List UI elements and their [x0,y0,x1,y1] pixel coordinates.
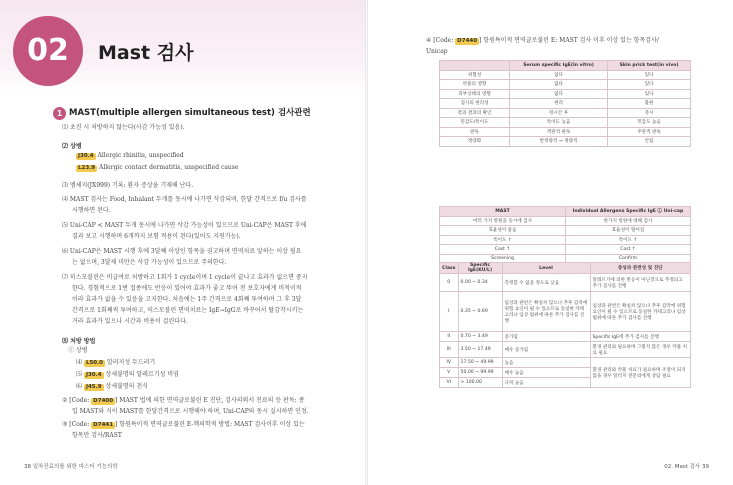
table-row: 판독 객관적 판독 주관적 판독 [440,127,691,137]
table-row: IV 17.50 ~ 49.99 높음 환경 관리와 약물 치료가 필요하며 조절이 되지 않을 경우 알러지 전문의에게 상담 필요 [440,358,691,368]
code-line: ② [Code: D7400 ] MAST 법에 의한 면역글로불린 E 진단, 검사의뢰서 진료의 등 판독: 종 [62,397,305,404]
item-7-line: ⑺ 히스모블린은 비급여로 처방하고 1회가 1 cycle이며 1 cycle이 끝나고 효과가 없으면 중지 [62,274,308,281]
table-row: 0 0.00 ~ 0.34 측정할 수 없을 정도로 낮음 알레르기에 의한 반응이 아닌것으로 추정되고 추가 검사를 진행 [440,274,691,292]
item-1: ⑴ 초진 시 처방하지 않는다(사감 가능성 있음). [62,124,185,131]
item-7-line: 간격으로 1회째씩 투여하고, 히스모블린 면역치료는 IgE→IgG로 바꾸어서 탈감작시키는 [72,307,304,314]
prescription-diagnosis-line: ⑹ J45.9 상세불명의 천식 [76,383,148,390]
left-footer: 38 일차진료의를 위한 마스터 기능의학 [24,464,118,470]
table-header: MAST [440,207,566,217]
item-4-line: ⑷ MAST 검사는 Food, Inhalant 두개를 동시에 나가면 삭감되며, 한달 간격으로 f/u 검사를 [62,196,307,203]
table-row: Cost ↑ Cost ↑ [440,245,691,255]
diagnosis-line [76,152,184,160]
item-4-line: 시행하면 된다. [72,207,111,214]
prescription-diagnosis-line: ⑸ J30.4 상세불명의 알레르기성 비염 [76,371,179,378]
diagnosis-code-badge: L50.0 [85,360,104,366]
item-2-heading: ⑵ 상병 [62,143,82,150]
code-line: 입 MAST와 식이 MAST를 한달간격으로 시행해야 하며, Uni-CAP와 동시 실시하면 인정. [72,408,309,415]
table-row: 약물의 영향 없다 있다 [440,80,691,90]
item-3: ⑶ 엠세지(JX999) 기록: 환자 증상을 기재해 난다. [62,182,194,189]
ige-class-table [439,262,691,388]
table-header: Skin prick test(in vivo) [608,61,691,71]
table-header: Serum specific IgE(In vitro) [510,61,608,71]
right-heading-line2: Unicap [426,48,448,55]
table-row: 피부상태의 영향 없다 있다 [440,89,691,99]
procedure-code-badge: D7440 [457,38,478,44]
table-row: 정량화 반정량적 → 정량적 안됨 [440,137,691,147]
diagnosis-code-badge: J45.9 [85,384,102,390]
diagnosis-text: Allergic contact dermatitis, unspecified cause [99,164,239,171]
table-row: 특이도 ↑ 특이도 ↑ [440,235,691,245]
table-row: 효율성이 좋음 효율성이 떨어짐 [440,226,691,236]
diagnosis-code-badge: J30.4 [78,153,94,159]
item-5-line: 결과 보고 시행하며 6개까지 보험 적용이 된다(있어도 지원가능). [72,233,241,240]
table-header [440,61,510,71]
table-row: II 0.70 ~ 3.49 증가됨 Specific IgE에 추가 검사를 진행 [440,332,691,342]
comparison-table-mast-vs-unicap [439,206,691,264]
comparison-table-ige-vs-skin [439,60,691,147]
table-header: Individual Allergens Specific IgE ⓘ Uni-cap [566,207,691,217]
table-row: 검사의 편리성 편리 불편 [440,99,691,109]
item-6-line: 는 없으며, 3달제 미만은 삭감 가능성이 있으므로 주의한다. [72,259,227,266]
procedure-code-badge: D7441 [93,422,114,428]
table-row: 여러 가지 항원을 동시에 검사 한가지 항원에 대해 검사 [440,216,691,226]
item-8-heading: ⑻ 처방 방법 [62,338,96,345]
table-row: V 50.00 ~ 99.99 매우 높음 [440,368,691,378]
table-header: Level [502,263,590,274]
table-row: III 3.50 ~ 17.49 매우 증가됨 환경 관리와 필요하며 그렇지 않은 경우 약물 치료 필요 [440,342,691,358]
code-line: 항목만 검사/RAST [72,432,122,439]
section-title: MAST(multiple allergen simultaneous test) 검사관련 [69,108,311,118]
chapter-number-badge: 02 [13,16,83,86]
diagnosis-text: Allergic rhinitis, unspecified [97,152,184,159]
table-row: I 0.35 ~ 0.69 임상과 관련은 확실치 않으나 추후 감작에 위험 요인이 될 수 있으므로 동일한 카테고리나 임상 범위에 따른 추가 검사를 진행 임상과 관련은 확실치 않으나 추후 감작에 위험 요인이 될 수 있으므로 동일한 카테고리나 임상 범위에 따른 추가 검사를 진행 [440,292,691,332]
item-7-line: 거라 효과가 있으나 시간과 비용이 걸린다다. [72,318,188,325]
prescription-diagnosis-line: ⑷ L50.0 알러지성 두드러기 [76,359,156,366]
code-line: ③ [Code: D7441 ] 항원특이적 면역글로불린 E-핵의학적 방법: MAST 검사이후 이상 있는 [62,421,305,428]
chapter-title: Mast 검사 [98,42,194,64]
table-header: Class [440,263,459,274]
item-7-line: 한다. 경험적으로 1번 접종에도 반응이 있어야 효과가 좋고 뚜어 전 보호자에게 비적이적 [72,285,302,292]
diagnosis-line [76,164,238,172]
right-footer: 02. Mast 검사 39 [664,464,709,470]
table-header: 증상과 관련성 및 진단 [590,263,690,274]
table-row: 위험성 없다 있다 [440,70,691,80]
section-number-badge: 1 [53,107,66,120]
item-5-line: ⑸ Uni-CAP < MAST 두개 동시에 나가면 삭감 가능성이 있으므로 Uni-CAP은 MAST 후에 [62,222,307,229]
table-header: Specific IgE(KU/L) [458,263,502,274]
procedure-code-badge: D7400 [93,398,114,404]
diagnosis-code-badge: L23.9 [78,165,96,171]
item-7-line: 이라 효과가 없을 수 있음을 고지한다. 처음에는 1주 간격으로 4회째 투여하며 그 후 3달 [72,296,302,303]
table-row: 결과 결과의 확인 정시간 후 즉시 [440,108,691,118]
item-6-line: ⑹ Uni-CAP은 MAST 시행 후에 3달째 이상인 항목을 권고하며 면역치료 앞하는 이상 필요 [62,248,302,255]
left-page [0,0,366,485]
right-heading: ④ [Code: D7440 ] 항원특이적 면역글로불린 E: MAST 검사 이후 이상 있는 항목검사/ [426,37,659,44]
table-row: Screening Confirm [440,254,691,264]
item-8-subheading: ① 상병 [68,347,88,354]
diagnosis-code-badge: J30.4 [85,372,102,378]
table-row: 민감도/특이도 특이도 높음 민감도 높음 [440,118,691,128]
right-page [367,0,733,485]
table-row: VI > 100.00 극히 높음 [440,378,691,388]
